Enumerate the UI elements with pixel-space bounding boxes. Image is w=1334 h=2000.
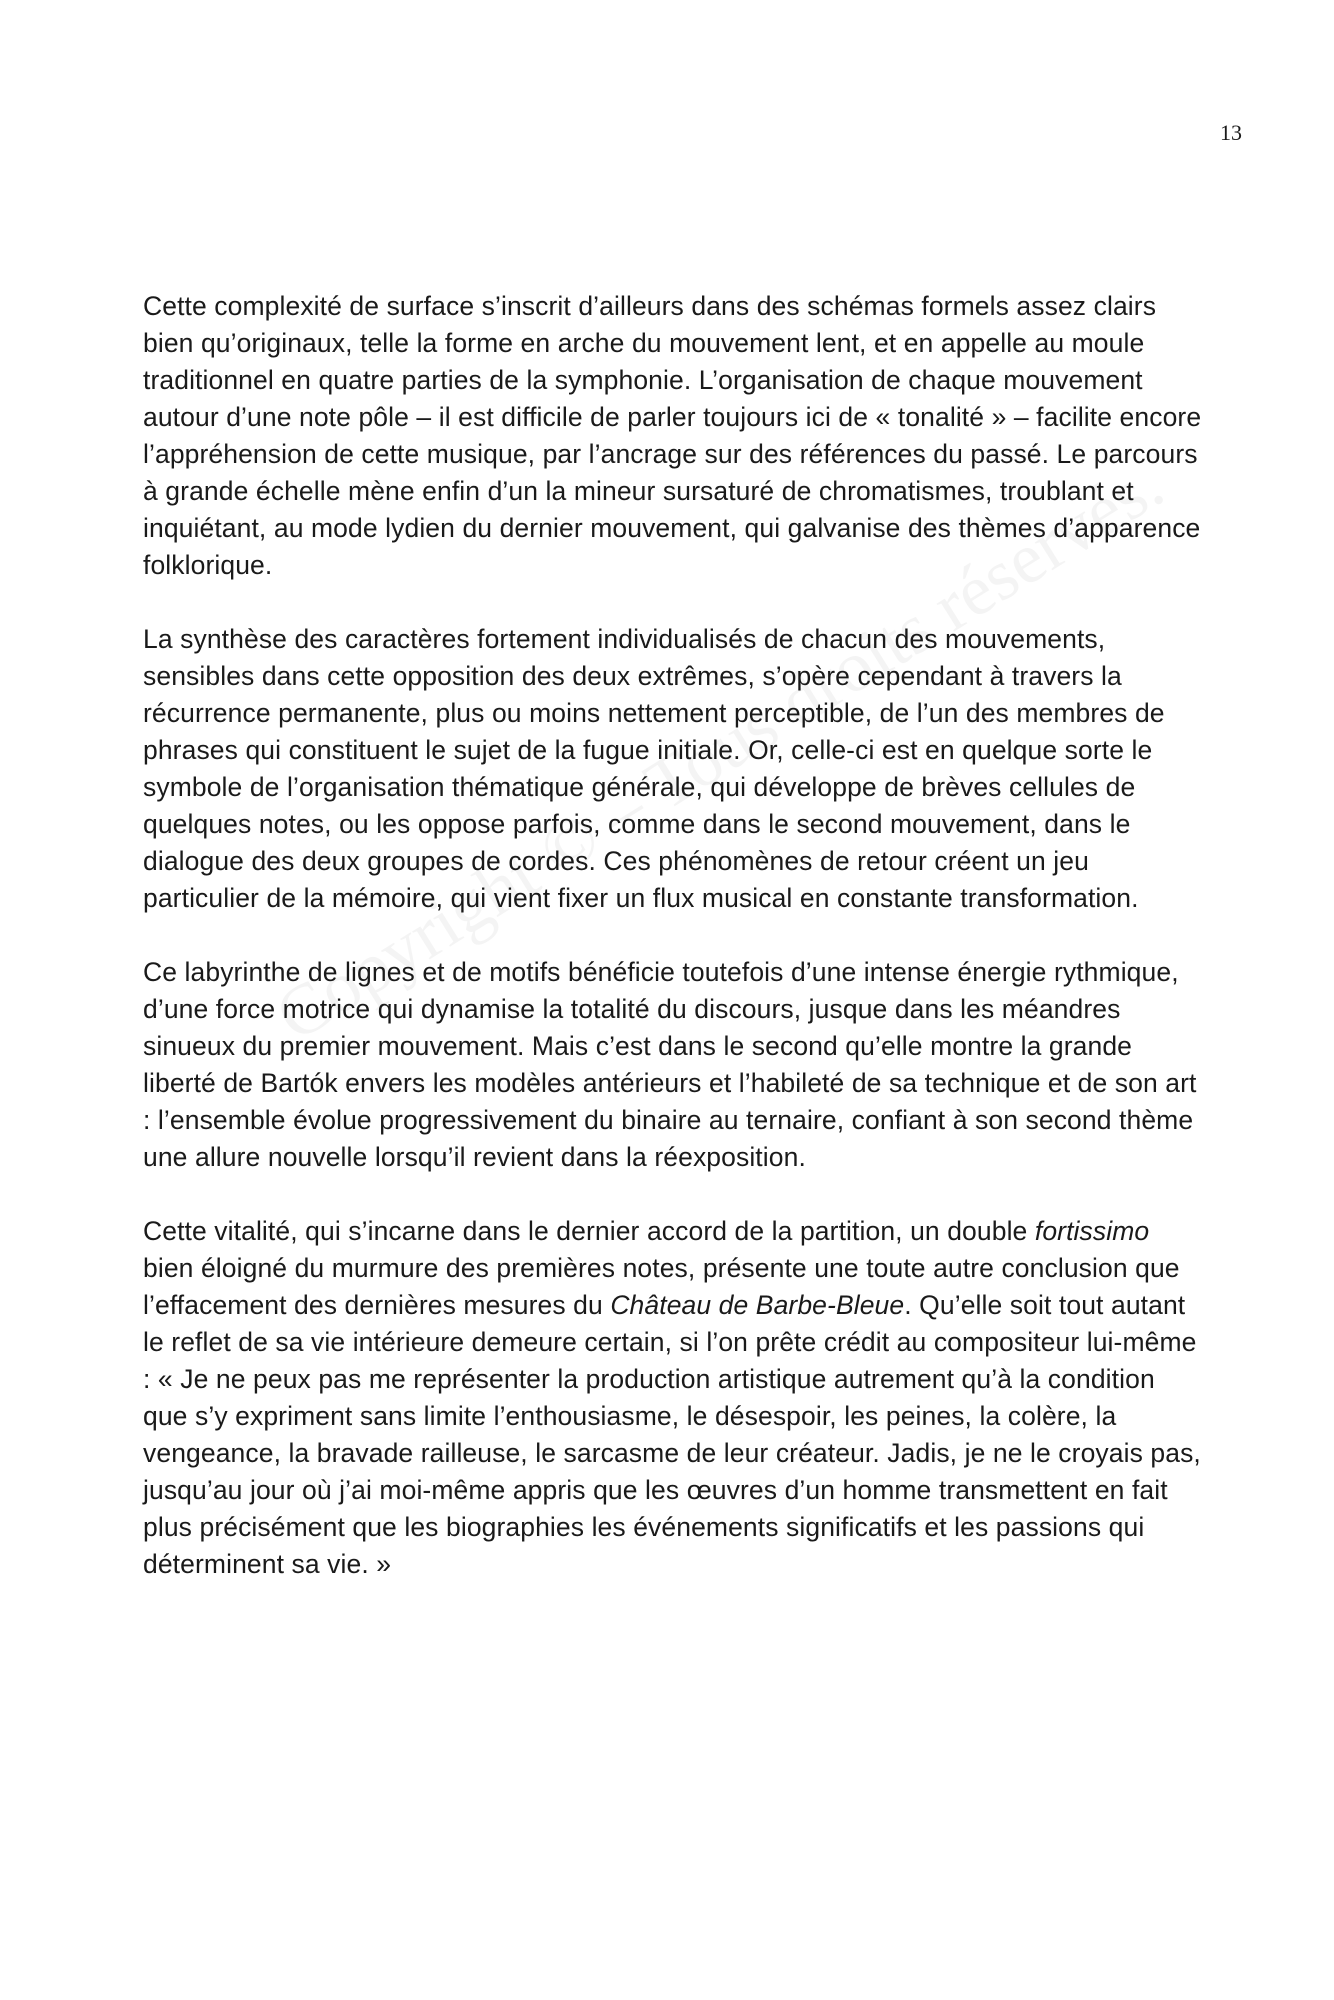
italic-title-chateau-de-barbe-bleue: Château de Barbe-Bleue <box>610 1290 905 1320</box>
text-segment: bien éloigné du murmure des premières notes, présente une toute autre conclusion que l’effacement des dernières mesures du <box>143 1253 1180 1320</box>
paragraph-2 <box>143 621 1203 917</box>
text-segment: Ce labyrinthe de lignes et de motifs bénéficie toutefois d’une intense énergie rythmique, d’une force motrice qui dynamise la totalité du discours, jusque dans les méandres sinueux du premier mouvement. Mais c’est dans le second qu’elle montre la grande liberté de Bartók envers les modèles antérieurs et l’habileté de sa technique et de son art : l’ensemble évolue progressivement du binaire au ternaire, confiant à son second thème une allure nouvelle lorsqu’il revient dans la réexposition. <box>143 957 1197 1172</box>
paragraph-4 <box>143 1213 1203 1583</box>
text-segment: Cette complexité de surface s’inscrit d’ailleurs dans des schémas formels assez clairs bien qu’originaux, telle la forme en arche du mouvement lent, et en appelle au moule traditionnel en quatre parties de la symphonie. L’organisation de chaque mouvement autour d’une note pôle – il est difficile de parler toujours ici de « tonalité » – facilite encore l’appréhension de cette musique, par l’ancrage sur des références du passé. Le parcours à grande échelle mène enfin d’un la mineur sursaturé de chromatismes, troublant et inquiétant, au mode lydien du dernier mouvement, qui galvanise des thèmes d’apparence folklorique. <box>143 291 1202 580</box>
paragraph-1 <box>143 288 1203 584</box>
body-text <box>143 288 1203 1620</box>
text-segment: . Qu’elle soit tout autant le reflet de sa vie intérieure demeure certain, si l’on prête crédit au compositeur lui-même : « Je ne peux pas me représenter la production artistique autrement qu’à la condition que s’y expriment sans limite l’enthousiasme, le désespoir, les peines, la colère, la vengeance, la bravade railleuse, le sarcasme de leur créateur. Jadis, je ne le croyais pas, jusqu’au jour où j’ai moi-même appris que les œuvres d’un homme transmettent en fait plus précisément que les biographies les événements significatifs et les passions qui déterminent sa vie. » <box>143 1290 1201 1579</box>
paragraph-3 <box>143 954 1203 1176</box>
italic-term-fortissimo: fortissimo <box>1034 1216 1150 1246</box>
page-number: 13 <box>1220 120 1242 145</box>
text-segment: Cette vitalité, qui s’incarne dans le dernier accord de la partition, un double <box>143 1216 1035 1246</box>
text-segment: La synthèse des caractères fortement individualisés de chacun des mouvements, sensibles dans cette opposition des deux extrêmes, s’opère cependant à travers la récurrence permanente, plus ou moins nettement perceptible, de l’un des membres de phrases qui constituent le sujet de la fugue initiale. Or, celle-ci est en quelque sorte le symbole de l’organisation thématique générale, qui développe de brèves cellules de quelques notes, ou les oppose parfois, comme dans le second mouvement, dans le dialogue des deux groupes de cordes. Ces phénomènes de retour créent un jeu particulier de la mémoire, qui vient fixer un flux musical en constante transformation. <box>143 624 1165 913</box>
